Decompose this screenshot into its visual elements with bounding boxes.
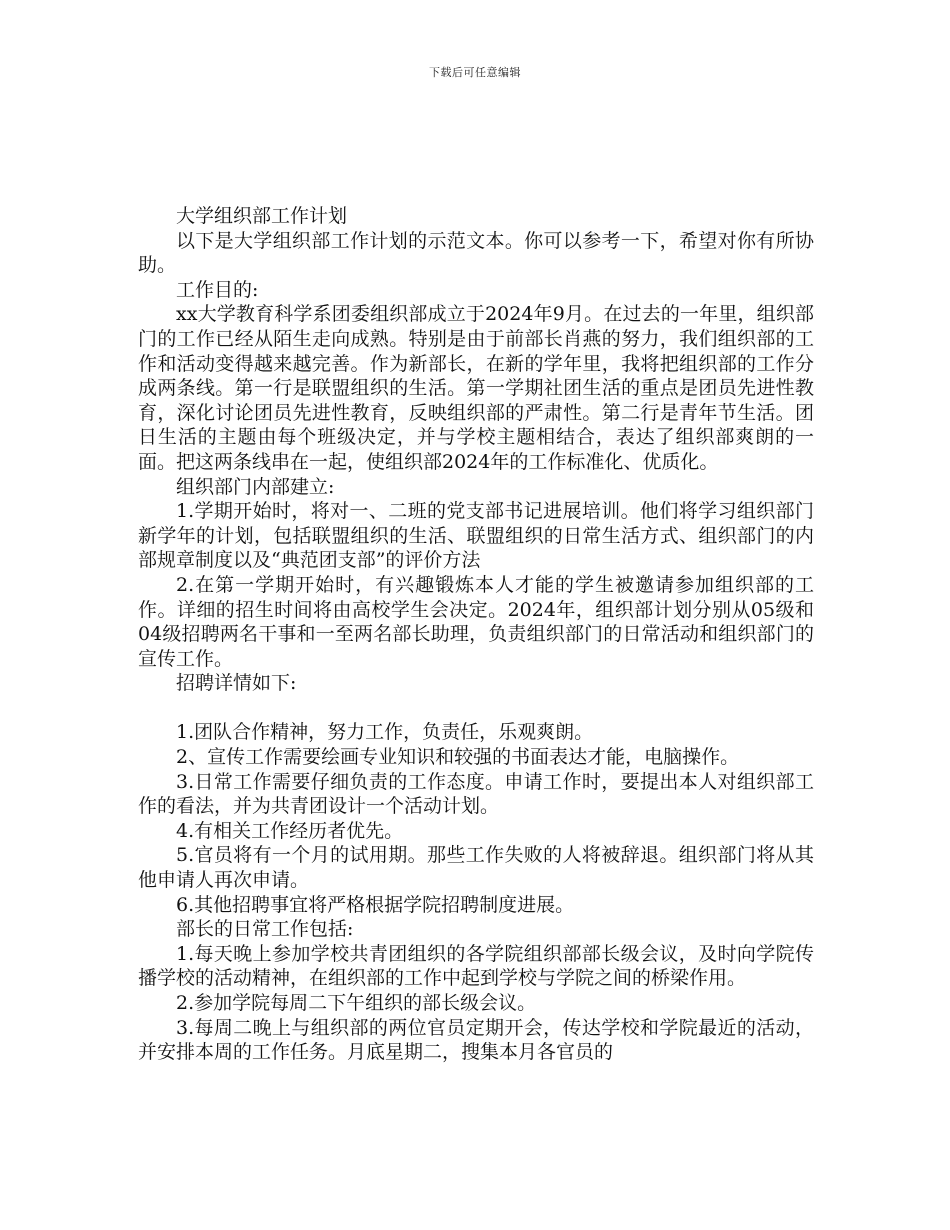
intro-paragraph: 以下是大学组织部工作计划的示范文本。你可以参考一下，希望对你有所协助。 bbox=[138, 229, 814, 277]
section-heading-goals: 工作目的: bbox=[176, 278, 259, 301]
internal-item-2: 2.在第一学期开始时，有兴趣锻炼本人才能的学生被邀请参加组织部的工作。详细的招生时间将由高校学生会决定。2024年，组织部计划分别从05级和04级招聘两名干事和一至两名部长助理，负责组织部门的日常活动和组织部门的宣传工作。 bbox=[138, 573, 814, 670]
recruit-item-6: 6.其他招聘事宜将严格根据学院招聘制度进展。 bbox=[176, 893, 575, 916]
daily-item-3: 3.每周二晚上与组织部的两位官员定期开会，传达学校和学院最近的活动，并安排本周的工作任务。月底星期二，搜集本月各官员的 bbox=[138, 1016, 814, 1064]
recruit-item-1: 1.团队合作精神，努力工作，负责任，乐观爽朗。 bbox=[176, 721, 594, 744]
document-body bbox=[138, 204, 814, 1065]
section-heading-internal: 组织部门内部建立: bbox=[176, 475, 335, 498]
document-title: 大学组织部工作计划 bbox=[176, 205, 348, 227]
section-heading-recruitment: 招聘详情如下: bbox=[176, 672, 297, 695]
daily-item-1: 1.每天晚上参加学校共青团组织的各学院组织部部长级会议，及时向学院传播学校的活动精神，在组织部的工作中起到学校与学院之间的桥梁作用。 bbox=[138, 942, 814, 990]
page-header-note: 下载后可任意编辑 bbox=[429, 66, 521, 79]
internal-item-1: 1.学期开始时，将对一、二班的党支部书记进展培训。他们将学习组织部门新学年的计划，包括联盟组织的生活、联盟组织的日常生活方式、组织部门的内部规章制度以及“典范团支部”的评价方法 bbox=[138, 500, 814, 572]
blank-line bbox=[138, 696, 814, 721]
recruit-item-3: 3.日常工作需要仔细负责的工作态度。申请工作时，要提出本人对组织部工作的看法，并为共青团设计一个活动计划。 bbox=[138, 770, 814, 818]
recruit-item-4: 4.有相关工作经历者优先。 bbox=[176, 819, 404, 842]
daily-item-2: 2.参加学院每周二下午组织的部长级会议。 bbox=[176, 992, 537, 1014]
recruit-item-5: 5.官员将有一个月的试用期。那些工作失败的人将被辞退。组织部门将从其他申请人再次申请。 bbox=[138, 844, 814, 892]
recruit-item-2: 2、宣传工作需要绘画专业知识和较强的书面表达才能，电脑操作。 bbox=[176, 746, 740, 769]
section-heading-daily-work: 部长的日常工作包括: bbox=[176, 918, 354, 941]
goals-paragraph: xx大学教育科学系团委组织部成立于2024年9月。在过去的一年里，组织部门的工作已经从陌生走向成熟。特别是由于前部长肖燕的努力，我们组织部的工作和活动变得越来越完善。作为新部长，在新的学年里，我将把组织部的工作分成两条线。第一行是联盟组织的生活。第一学期社团生活的重点是团员先进性教育，深化讨论团员先进性教育，反映组织部的严肃性。第二行是青年节生活。团日生活的主题由每个班级决定，并与学校主题相结合，表达了组织部爽朗的一面。把这两条线串在一起，使组织部2024年的工作标准化、优质化。 bbox=[138, 303, 814, 473]
